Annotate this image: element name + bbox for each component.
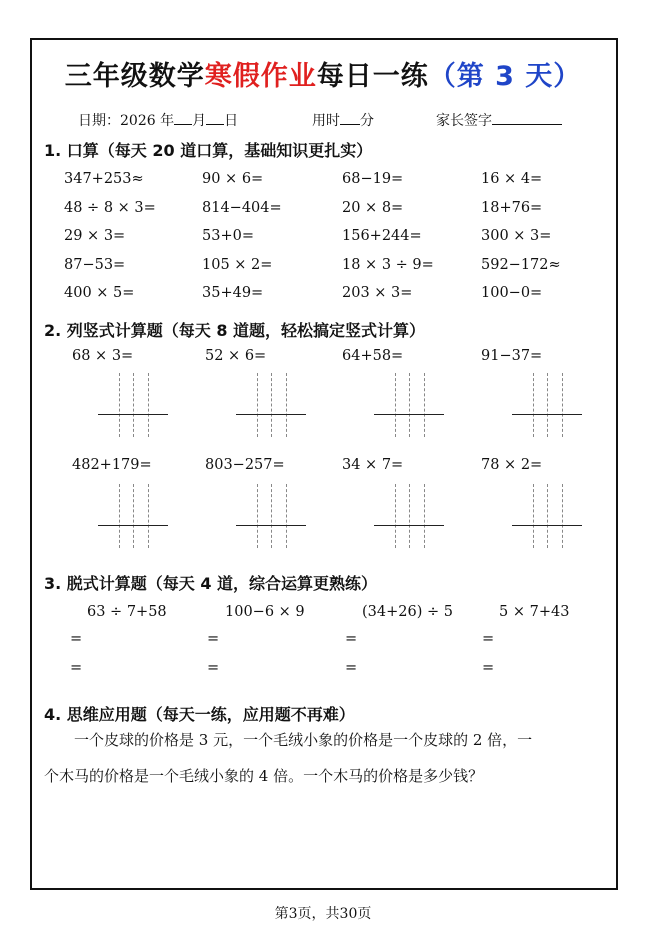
- parent-label: 家长签字: [436, 113, 492, 129]
- oral-calc-item: 156+244=: [342, 228, 422, 244]
- oral-calc-item: 400 × 5=: [64, 285, 135, 301]
- vertical-calc-problem: 52 × 6=: [205, 348, 267, 364]
- column-guide-line: [148, 373, 149, 437]
- column-guide-line: [148, 484, 149, 548]
- section-2-title: 2. 列竖式计算题（每天 8 道题，轻松搞定竖式计算）: [44, 321, 426, 340]
- month-label: 月: [192, 113, 207, 129]
- oral-calc-item: 35+49=: [202, 285, 264, 301]
- equals-sign: =: [70, 631, 83, 647]
- oral-calc-item: 300 × 3=: [481, 228, 552, 244]
- equals-sign: =: [207, 631, 220, 647]
- column-guide-line: [424, 484, 425, 548]
- vertical-calc-problem: 34 × 7=: [342, 457, 404, 473]
- answer-line: [374, 414, 444, 415]
- oral-calc-item: 203 × 3=: [342, 285, 413, 301]
- equals-sign: =: [70, 660, 83, 676]
- date-label: 日期：2026 年: [78, 113, 175, 129]
- answer-line: [512, 414, 582, 415]
- oral-calc-item: 20 × 8=: [342, 199, 404, 216]
- minute-label: 分: [360, 113, 374, 129]
- vertical-calc-problem: 91−37=: [481, 348, 543, 364]
- column-guide-line: [133, 484, 134, 548]
- date-field[interactable]: [78, 110, 238, 130]
- oral-calc-item: 347+253≈: [64, 171, 144, 187]
- column-guide-line: [409, 484, 410, 548]
- oral-calc-item: 68−19=: [342, 171, 404, 187]
- month-blank: [174, 110, 192, 125]
- column-guide-line: [395, 484, 396, 548]
- equals-sign: =: [482, 631, 495, 647]
- column-guide-line: [271, 373, 272, 437]
- column-guide-line: [133, 373, 134, 437]
- oral-calc-item: 90 × 6=: [202, 171, 264, 187]
- time-blank: [340, 110, 360, 125]
- time-field[interactable]: [312, 110, 374, 130]
- column-guide-line: [547, 484, 548, 548]
- vertical-calc-problem: 803−257=: [205, 457, 285, 473]
- section-3-title: 3. 脱式计算题（每天 4 道，综合运算更熟练）: [44, 574, 378, 593]
- step-calc-problem: 100−6 × 9: [225, 604, 305, 620]
- vertical-calc-problem: 64+58=: [342, 348, 404, 364]
- column-guide-line: [562, 484, 563, 548]
- oral-calc-item: 48 ÷ 8 × 3=: [64, 199, 156, 216]
- equals-sign: =: [207, 660, 220, 676]
- oral-calc-item: 105 × 2=: [202, 256, 273, 273]
- equals-sign: =: [345, 660, 358, 676]
- answer-line: [374, 525, 444, 526]
- day-label: 日: [224, 113, 239, 129]
- oral-calc-item: 18 × 3 ÷ 9=: [342, 256, 434, 273]
- oral-calc-item: 592−172≈: [481, 256, 561, 273]
- column-guide-line: [424, 373, 425, 437]
- section-1-title: 1. 口算（每天 20 道口算，基础知识更扎实）: [44, 141, 373, 160]
- step-calc-problem: (34+26) ÷ 5: [362, 604, 453, 620]
- page-title: [0, 54, 646, 93]
- signature-blank: [492, 110, 562, 125]
- page-footer: 第3页，共30页: [274, 906, 372, 922]
- title-part-3: 每日一练: [316, 61, 429, 92]
- column-guide-line: [395, 373, 396, 437]
- day-blank: [206, 110, 224, 125]
- word-problem-line-1: 一个皮球的价格是 3 元，一个毛绒小象的价格是一个皮球的 2 倍，一: [74, 731, 533, 749]
- column-guide-line: [119, 373, 120, 437]
- answer-line: [236, 525, 306, 526]
- oral-calc-item: 87−53=: [64, 256, 126, 273]
- column-guide-line: [547, 373, 548, 437]
- oral-calc-item: 53+0=: [202, 228, 254, 244]
- oral-calc-item: 16 × 4=: [481, 171, 543, 187]
- oral-calc-item: 18+76=: [481, 199, 543, 216]
- answer-line: [98, 414, 168, 415]
- equals-sign: =: [345, 631, 358, 647]
- title-part-4: （第 3 天）: [428, 61, 582, 92]
- column-guide-line: [119, 484, 120, 548]
- title-part-2: 寒假作业: [204, 61, 317, 92]
- vertical-calc-problem: 68 × 3=: [72, 348, 134, 364]
- column-guide-line: [562, 373, 563, 437]
- column-guide-line: [286, 484, 287, 548]
- column-guide-line: [533, 373, 534, 437]
- answer-line: [512, 525, 582, 526]
- column-guide-line: [257, 484, 258, 548]
- answer-line: [98, 525, 168, 526]
- parent-signature-field[interactable]: [436, 110, 562, 130]
- column-guide-line: [271, 484, 272, 548]
- title-part-1: 三年级数学: [64, 61, 205, 92]
- time-label: 用时: [312, 113, 340, 129]
- vertical-calc-problem: 482+179=: [72, 457, 152, 473]
- oral-calc-item: 814−404=: [202, 199, 282, 216]
- step-calc-problem: 5 × 7+43: [499, 604, 570, 620]
- equals-sign: =: [482, 660, 495, 676]
- word-problem: [44, 722, 604, 794]
- column-guide-line: [257, 373, 258, 437]
- oral-calc-item: 100−0=: [481, 285, 543, 301]
- column-guide-line: [286, 373, 287, 437]
- answer-line: [236, 414, 306, 415]
- column-guide-line: [409, 373, 410, 437]
- column-guide-line: [533, 484, 534, 548]
- section-4-title: 4. 思维应用题（每天一练，应用题不再难）: [44, 705, 355, 724]
- vertical-calc-problem: 78 × 2=: [481, 457, 543, 473]
- word-problem-line-2: 个木马的价格是一个毛绒小象的 4 倍。一个木马的价格是多少钱？: [44, 767, 484, 785]
- step-calc-problem: 63 ÷ 7+58: [87, 604, 167, 620]
- oral-calc-item: 29 × 3=: [64, 228, 126, 244]
